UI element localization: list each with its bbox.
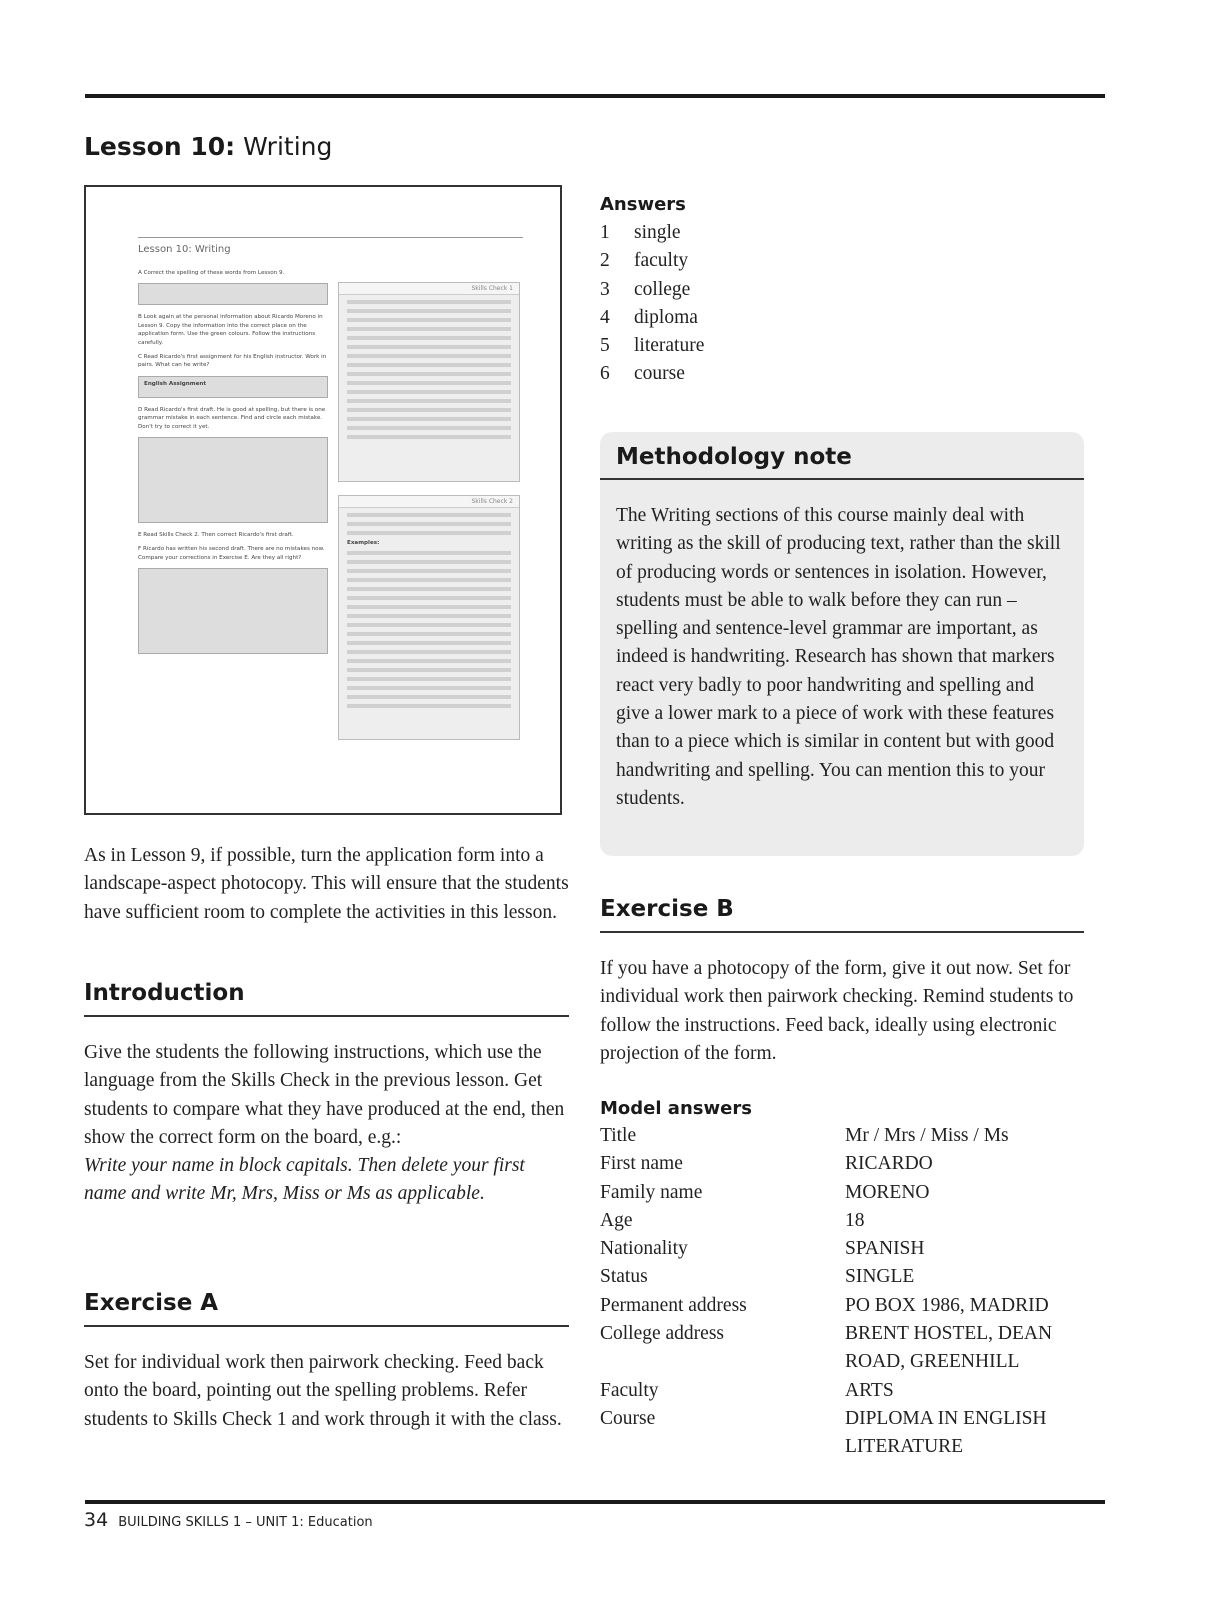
exercise-b-section [600,896,1084,1068]
thumbnail-instruction-c: C Read Ricardo's first assignment for his English instructor. Work in pairs. What can he write? [138,353,327,369]
table-row: Title Mr / Mrs / Miss / Ms [600,1125,1009,1146]
thumbnail-instruction-e: E Read Skills Check 2. Then correct Ricardo's first draft. [138,531,294,538]
model-answers-table [600,1122,1084,1462]
thumbnail-assignment-box [138,376,328,398]
answer-item: 3 college [600,278,691,300]
thumbnail-instructions [138,269,328,662]
model-answers-heading: Model answers [600,1098,752,1119]
lesson-title [84,132,332,161]
thumbnail-instruction-a: A Correct the spelling of these words from Lesson 9. [138,270,285,276]
exercise-a-text: Set for individual work then pairwork checking. Feed back onto the board, pointing out the spelling problems. Refer students to Skills Check 1 and work through it with the class. [84,1352,562,1430]
introduction-section [84,980,569,1209]
table-row: First name RICARDO [600,1153,933,1175]
exercise-a-heading: Exercise A [84,1290,569,1327]
thumbnail-instruction-d: D Read Ricardo's first draft. He is good at spelling, but there is one grammar mistake in each sentence. Find and circle each mistake. Don't try to correct it yet. [138,406,326,430]
thumbnail-examples-label: Examples: [347,540,380,546]
methodology-note-box [600,432,1084,856]
page-footer [84,1509,373,1531]
answer-item: 6 course [600,363,685,385]
thumbnail-assignment-label: English Assignment [144,380,207,387]
thumbnail-word-list [138,283,328,305]
table-row: Status SINGLE [600,1266,915,1288]
exercise-b-text: If you have a photocopy of the form, give it out now. Set for individual work then pairwork checking. Remind students to follow the instructions. Feed back, ideally using electronic projection of the form. [600,958,1074,1064]
intro-paragraph: As in Lesson 9, if possible, turn the application form into a landscape-aspect photocopy. This will ensure that the students have sufficient room to complete the activities in this lesson. [84,845,569,923]
methodology-text: The Writing sections of this course mainly deal with writing as the skill of producing text, rather than the skill of producing words or sentences in isolation. However, students must be able to walk before they can run – spelling and sentence-level grammar are important, as indeed is handwriting. Research has shown that markers react very badly to poor handwriting and spelling and give a lower mark to a piece of work with these features than to a piece which is similar in content but with good handwriting and spelling. You can mention this to your students. [616,505,1061,809]
page-number: 34 [84,1509,109,1531]
footer-text: BUILDING SKILLS 1 – UNIT 1: Education [118,1515,373,1530]
top-rule [85,94,1105,98]
exercise-b-heading: Exercise B [600,896,1084,933]
introduction-heading: Introduction [84,980,569,1017]
skills-check-1-label: Skills Check 1 [339,283,519,295]
answer-item: 5 literature [600,335,705,357]
table-row: Family name MORENO [600,1181,930,1203]
bottom-rule [85,1500,1105,1504]
table-row: Permanent address PO BOX 1986, MADRID [600,1294,1049,1316]
table-row: Course DIPLOMA IN ENGLISH LITERATURE [600,1407,1047,1458]
thumbnail-second-draft [138,568,328,654]
answer-item: 1 single [600,222,681,243]
exercise-a-section [84,1290,569,1434]
table-row: Nationality SPANISH [600,1238,925,1260]
lesson-name: Writing [243,132,333,161]
lesson-label: Lesson 10: [84,132,236,161]
thumbnail-instruction-f: F Ricardo has written his second draft. There are no mistakes now. Compare your corrections in Exercise E. Are they all right? [138,546,325,561]
methodology-heading: Methodology note [600,432,1084,480]
thumbnail-instruction-b: B Look again at the personal information about Ricardo Moreno in Lesson 9. Copy the information into the correct place on the application form. Use the green colours. Follow the instructions carefully. [138,314,323,346]
thumbnail-skills-check-2 [338,495,520,740]
thumbnail-first-draft [138,437,328,523]
answers-heading: Answers [600,194,686,215]
skills-check-2-label: Skills Check 2 [339,496,519,508]
workbook-page-thumbnail [84,185,562,815]
introduction-text: Give the students the following instructions, which use the language from the Skills Check in the previous lesson. Get students to compare what they have produced at the end, then show the correct form on the board, e.g.: [84,1042,565,1148]
thumbnail-rule [138,237,523,238]
thumbnail-skills-check-1 [338,282,520,482]
table-row: College address BRENT HOSTEL, DEAN ROAD, GREENHILL [600,1323,1053,1373]
introduction-example: Write your name in block capitals. Then delete your first name and write Mr, Mrs, Miss or Ms as applicable. [84,1155,525,1205]
answer-item: 4 diploma [600,306,698,328]
table-row: Faculty ARTS [600,1379,894,1401]
answers-list [600,219,704,389]
thumbnail-title: Lesson 10: Writing [138,244,231,255]
table-row: Age 18 [600,1209,865,1231]
answer-item: 2 faculty [600,250,689,272]
